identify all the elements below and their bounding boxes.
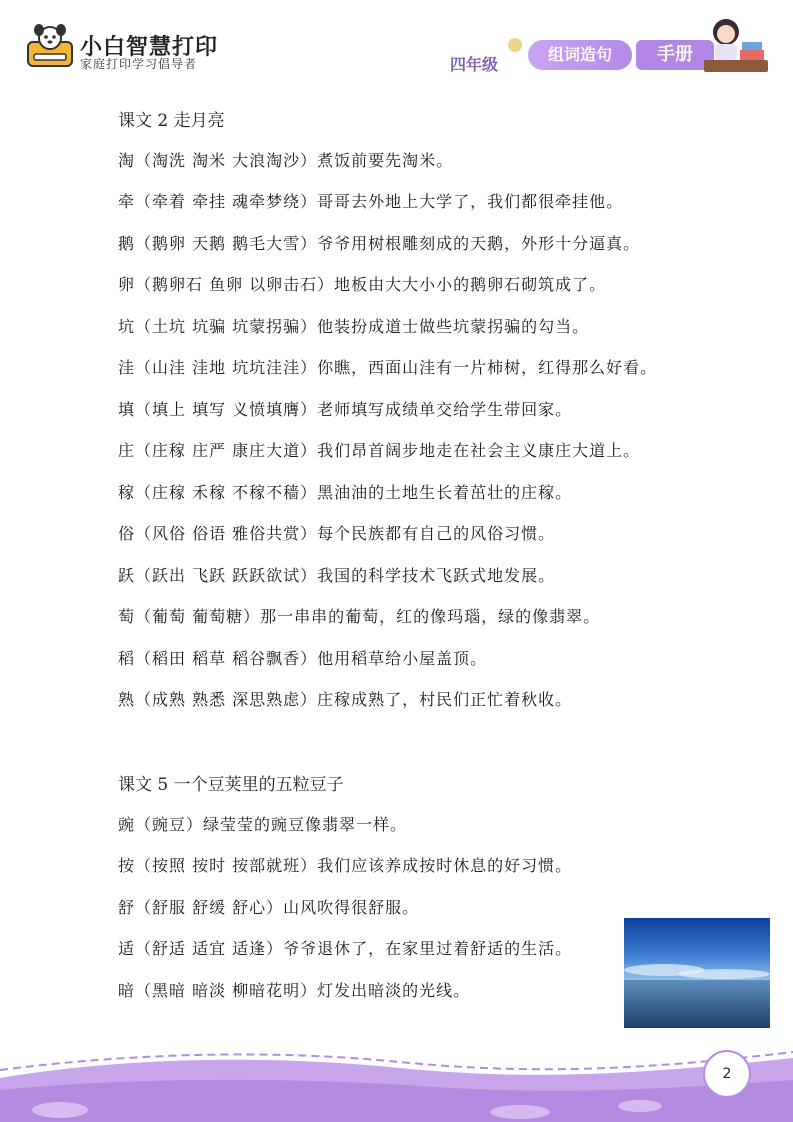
coin-icon xyxy=(508,38,522,52)
handbook-tag: 手册 xyxy=(636,40,714,70)
sea-sky-photo xyxy=(624,918,770,1028)
word-entry: 豌（豌豆）绿莹莹的豌豆像翡翠一样。 xyxy=(118,815,408,834)
word-entry: 舒（舒服 舒缓 舒心）山风吹得很舒服。 xyxy=(118,898,420,917)
page-header xyxy=(0,0,793,90)
word-entry: 俗（风俗 俗语 雅俗共赏）每个民族都有自己的风俗习惯。 xyxy=(118,524,556,543)
brand-subtitle: 家庭打印学习倡导者 xyxy=(80,57,198,71)
word-entry: 洼（山洼 洼地 坑坑洼洼）你瞧，西面山洼有一片柿树，红得那么好看。 xyxy=(118,358,658,377)
brand-title: 小白智慧打印 xyxy=(80,35,219,60)
student-girl-icon xyxy=(700,10,772,74)
word-entry: 适（舒适 适宜 适逢）爷爷退休了，在家里过着舒适的生活。 xyxy=(118,939,573,958)
word-entry: 熟（成熟 熟悉 深思熟虑）庄稼成熟了，村民们正忙着秋收。 xyxy=(118,690,573,709)
word-entry: 鹅（鹅卵 天鹅 鹅毛大雪）爷爷用树根雕刻成的天鹅，外形十分逼真。 xyxy=(118,234,641,253)
word-entry: 牵（牵着 牵挂 魂牵梦绕）哥哥去外地上大学了，我们都很牵挂他。 xyxy=(118,192,624,211)
section-title-lesson-5: 课文 5 一个豆荚里的五粒豆子 xyxy=(118,775,344,795)
word-entry: 卵（鹅卵石 鱼卵 以卵击石）地板由大大小小的鹅卵石砌筑成了。 xyxy=(118,275,607,294)
word-entry: 萄（葡萄 葡萄糖）那一串串的葡萄，红的像玛瑙，绿的像翡翠。 xyxy=(118,607,601,626)
page-number: 2 xyxy=(703,1050,751,1098)
printer-dog-logo-icon xyxy=(26,24,74,68)
grade-label: 四年级 xyxy=(450,55,499,74)
word-entry: 淘（淘洗 淘米 大浪淘沙）煮饭前要先淘米。 xyxy=(118,151,454,170)
word-entry: 填（填上 填写 义愤填膺）老师填写成绩单交给学生带回家。 xyxy=(118,400,573,419)
category-tag: 组词造句 xyxy=(528,40,632,70)
word-entry: 稻（稻田 稻草 稻谷飘香）他用稻草给小屋盖顶。 xyxy=(118,649,488,668)
word-entry: 暗（黑暗 暗淡 柳暗花明）灯发出暗淡的光线。 xyxy=(118,981,471,1000)
footer-wave-decoration xyxy=(0,1040,793,1122)
word-entry: 跃（跃出 飞跃 跃跃欲试）我国的科学技术飞跃式地发展。 xyxy=(118,566,556,585)
word-entry: 庄（庄稼 庄严 康庄大道）我们昂首阔步地走在社会主义康庄大道上。 xyxy=(118,441,641,460)
section-title-lesson-2: 课文 2 走月亮 xyxy=(118,111,225,131)
word-entry: 稼（庄稼 禾稼 不稼不穑）黑油油的土地生长着茁壮的庄稼。 xyxy=(118,483,573,502)
word-entry: 坑（土坑 坑骗 坑蒙拐骗）他装扮成道士做些坑蒙拐骗的勾当。 xyxy=(118,317,590,336)
word-entry: 按（按照 按时 按部就班）我们应该养成按时休息的好习惯。 xyxy=(118,856,573,875)
